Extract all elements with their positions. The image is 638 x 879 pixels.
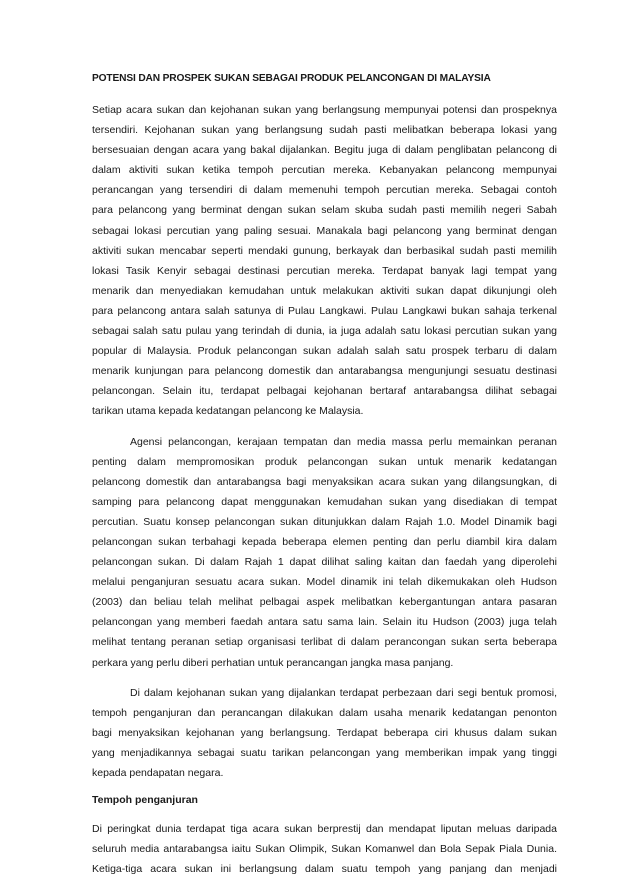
text-line: sebagai lokasi percutian yang paling sesuai. Manakala bagi pelancong yang berminat dengan — [92, 224, 557, 237]
text-line: seluruh media antarabangsa iaitu Sukan Olimpik, Sukan Komanwel dan Bola Sepak Piala Dunia. — [92, 843, 557, 856]
text-line: Setiap acara sukan dan kejohanan sukan yang berlangsung mempunyai potensi dan prospeknya — [92, 104, 557, 116]
text-line: pelancong domestik dan antarabangsa bagi menyaksikan acara sukan yang dilangsungkan, di — [92, 475, 557, 488]
text-line: tersendiri. Kejohanan sukan yang berlangsung sudah pasti melibatkan beberapa lokasi yang — [92, 124, 557, 137]
text-line: kepada pendapatan negara. — [92, 767, 224, 779]
text-line: popular di Malaysia. Produk pelancongan sukan adalah salah satu prospek terbaru di dalam — [92, 345, 557, 358]
paragraph-3 — [92, 683, 557, 783]
document-body — [92, 72, 557, 879]
text-line: lokasi Tasik Kenyir sebagai destinasi percutian mereka. Terdapat banyak lagi tempat yang — [92, 264, 557, 277]
text-line: para pelancong antara salah satunya di Pulau Langkawi. Pulau Langkawi bukan sahaja terkenal — [92, 304, 557, 317]
text-line: Agensi pelancongan, kerajaan tempatan dan media massa perlu memainkan peranan — [130, 435, 557, 448]
text-line: dalam aktiviti sukan ketika tempoh percutian mereka. Kebanyakan pelancong mempunyai — [92, 164, 557, 177]
paragraph-1 — [92, 100, 557, 422]
document-title: POTENSI DAN PROSPEK SUKAN SEBAGAI PRODUK PELANCONGAN DI MALAYSIA — [92, 73, 491, 84]
text-line: melihat tentang peranan setiap organisasi terlibat di dalam perancongan sukan serta beberapa — [92, 636, 557, 649]
paragraph-4 — [92, 819, 557, 879]
text-line: Di peringkat dunia terdapat tiga acara sukan berprestij dan mendapat liputan meluas daripada — [92, 823, 557, 836]
text-line: menarik kunjungan para pelancong domestik dan antarabangsa mengunjungi sesuatu destinasi — [92, 365, 557, 378]
text-line: percutian. Suatu konsep pelancongan sukan ditunjukkan dalam Rajah 1.0. Model Dinamik bagi — [92, 515, 557, 528]
text-line: tempoh penganjuran dan perancangan dilakukan dalam usaha menarik kedatangan penonton — [92, 706, 557, 719]
text-line: perkara yang perlu diberi perhatian untuk perancangan jangka masa panjang. — [92, 656, 454, 669]
text-line: sebagai salah satu pulau yang terindah di dunia, ia juga adalah satu lokasi percutian sukan yang — [92, 325, 557, 338]
text-line: aktiviti sukan mencabar seperti mendaki gunung, berkayak dan berbasikal sudah pasti memilih — [92, 244, 557, 257]
text-line: pelancongan sukan terbahagi kepada beberapa elemen penting dan perlu diambil kira dalam — [92, 535, 557, 548]
text-line: menarik dan menyediakan kemudahan untuk melakukan aktiviti sukan dapat dikunjungi oleh — [92, 284, 557, 297]
text-line: bersesuaian dengan acara yang bakal dijalankan. Begitu juga di dalam penglibatan pelancong di — [92, 144, 557, 157]
text-line: perancangan yang tersendiri di dalam memenuhi tempoh percutian mereka. Sebagai contoh — [92, 184, 557, 197]
text-line: samping para pelancong dapat menggunakan kemudahan sukan yang disediakan di tempat — [92, 495, 557, 508]
text-line: pelancongan sukan. Di dalam Rajah 1 dapat dilihat saling kaitan dan faedah yang diperolehi — [92, 556, 557, 569]
text-line: tarikan utama kepada kedatangan pelancong ke Malaysia. — [92, 405, 364, 418]
text-line: melalui penganjuran sesuatu acara sukan. Model dinamik ini telah dikemukakan oleh Hudson — [92, 576, 557, 589]
text-line: para pelancong yang berminat dengan sukan selam skuba sudah pasti memilih negeri Sabah — [92, 204, 557, 217]
text-line: Di dalam kejohanan sukan yang dijalankan terdapat perbezaan dari segi bentuk promosi, — [130, 686, 557, 699]
text-line: Ketiga-tiga acara sukan ini berlangsung dalam suatu tempoh yang panjang dan menjadi — [92, 863, 557, 876]
text-line: bagi menyaksikan kejohanan yang berlangsung. Terdapat beberapa ciri khusus dalam sukan — [92, 726, 557, 739]
text-line: yang menjadikannya sebagai suatu tarikan pelancongan yang memberikan impak yang tinggi — [92, 746, 557, 759]
text-line: pelancongan. Selain itu, terdapat pelbagai kejohanan bertaraf antarabangsa dilihat sebagai — [92, 385, 557, 398]
text-line: penting dalam mempromosikan produk pelancongan sukan untuk menarik kedatangan — [92, 455, 557, 468]
text-line: (2003) dan beliau telah melihat pelbagai aspek melibatkan kebergantungan antara pasaran — [92, 596, 557, 609]
section-heading: Tempoh penganjuran — [92, 794, 198, 807]
text-line: pelancongan yang memberi faedah antara satu sama lain. Selain itu Hudson (2003) juga telah — [92, 616, 557, 629]
paragraph-2 — [92, 432, 557, 673]
